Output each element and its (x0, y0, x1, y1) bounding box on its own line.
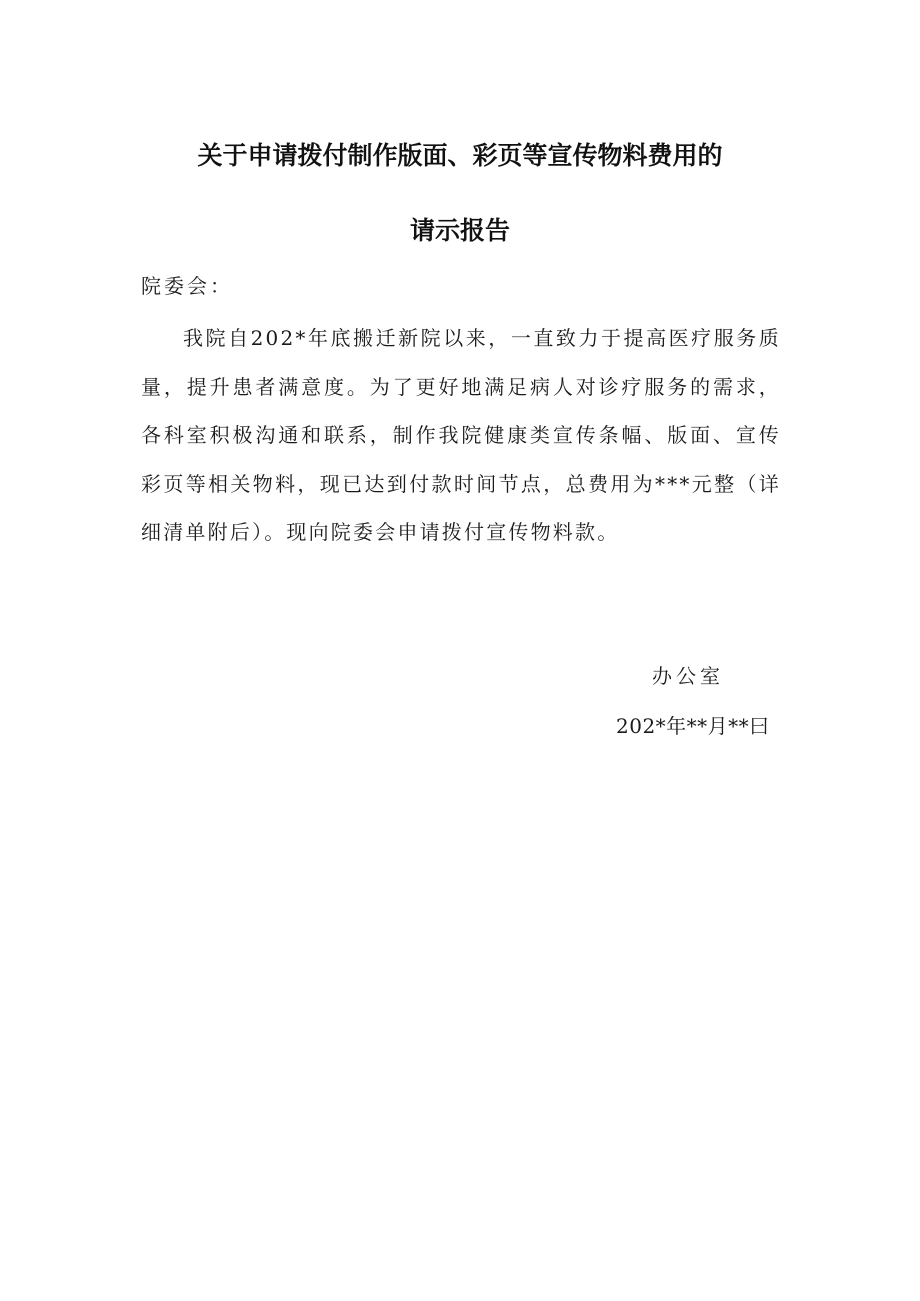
document-title-line-2: 请示报告 (409, 216, 510, 245)
salutation: 院委会： (141, 274, 233, 298)
document-title-line-1: 关于申请拨付制作版面、彩页等宣传物料费用的 (197, 141, 723, 170)
body-paragraph: 我院自202*年底搬迁新院以来，一直致力于提高医疗服务质量，提升患者满意度。为了更好地满足病人对诊疗服务的需求，各科室积极沟通和联系，制作我院健康类宣传条幅、版面、宣传彩页等相关物料，现已达到付款时间节点，总费用为***元整（详细清单附后）。现向院委会申请拨付宣传物料款。 (141, 326, 781, 544)
signature-date: 202*年**月**曰 (616, 714, 770, 738)
signature-department: 办公室 (652, 664, 724, 688)
